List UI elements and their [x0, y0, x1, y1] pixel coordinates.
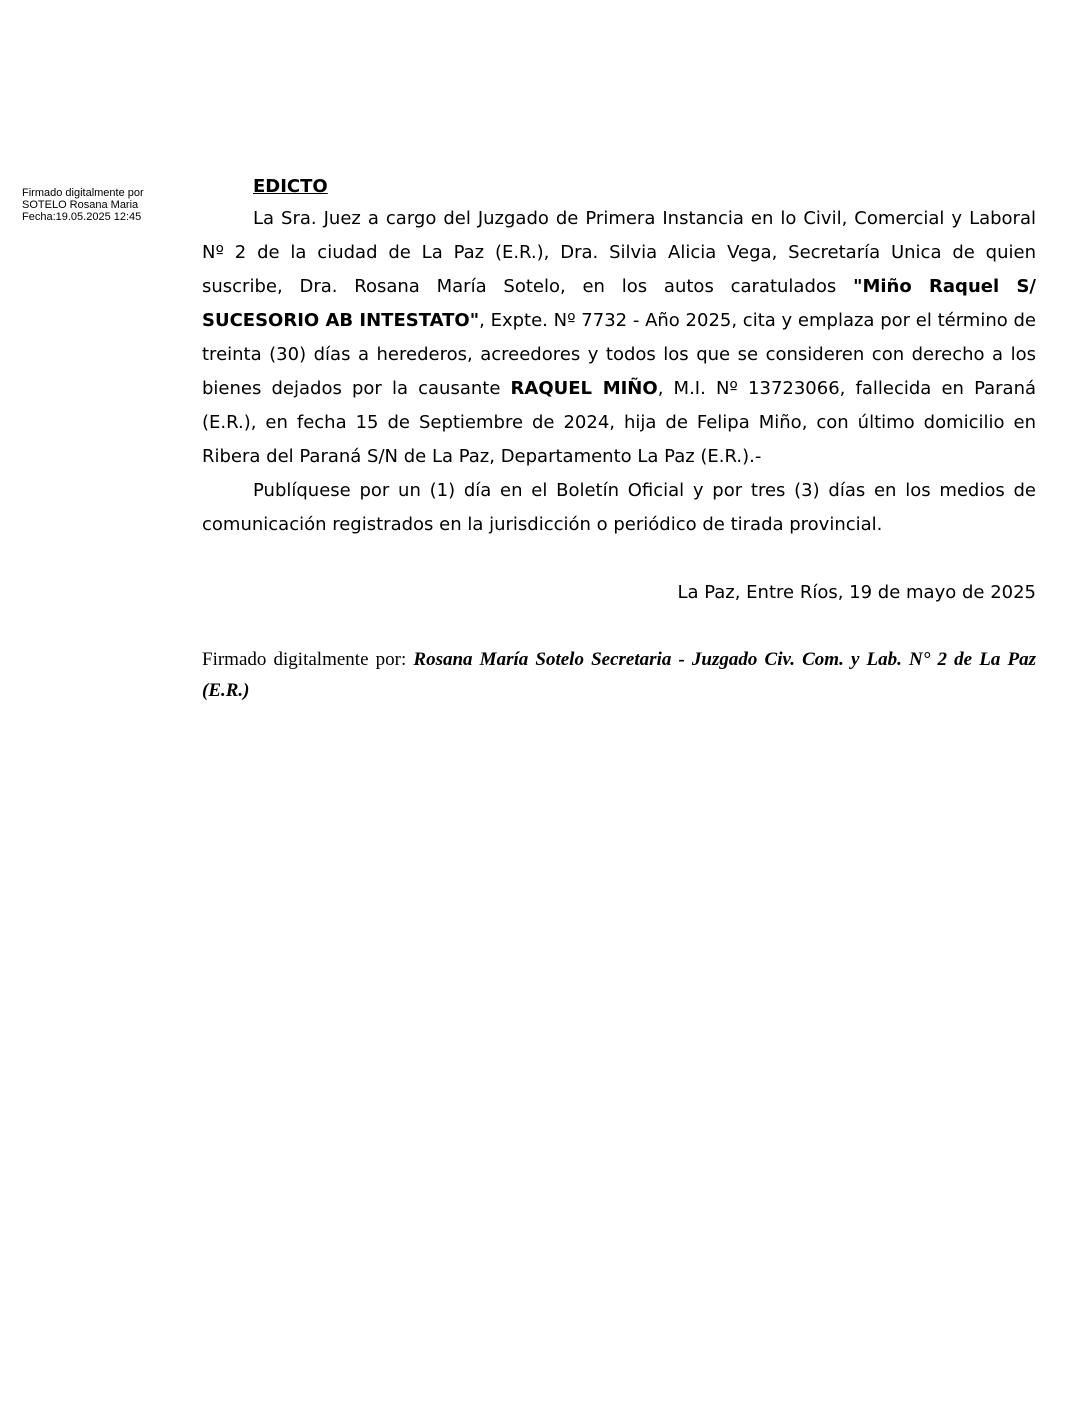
edict-body-paragraph [202, 202, 1036, 474]
footer-signature-prefix: Firmado digitalmente por: [202, 649, 414, 670]
footer-signer-name: Rosana María Sotelo Secretaria - Juzgado Civ. Com. y Lab. N° 2 de La Paz (E.R.) [202, 649, 1036, 701]
body-text-intro: La Sra. Juez a cargo del Juzgado de Primera Instancia en lo Civil, Comercial y Laboral Nº 2 de la ciudad de La Paz (E.R.), Dra. Silvia Alicia Vega, Secretaría Unica de quien suscribe, Dra. Rosana María Sotelo, en los autos caratulados [202, 208, 1036, 297]
publication-paragraph: Publíquese por un (1) día en el Boletín Oficial y por tres (3) días en los medios de comunicación registrados en la jurisdicción o periódico de tirada provincial. [202, 480, 1036, 535]
stamp-line-date: Fecha:19.05.2025 12:45 [22, 211, 142, 223]
digital-signature-stamp [22, 187, 144, 223]
footer-signature [202, 644, 1036, 706]
stamp-line-signed-by: Firmado digitalmente por [22, 187, 144, 199]
deceased-name: RAQUEL MIÑO [510, 378, 658, 399]
case-title: "Miño Raquel S/ SUCESORIO AB INTESTATO" [202, 276, 1037, 331]
body-text-end: , M.I. Nº 13723066, fallecida en Paraná (E.R.), en fecha 15 de Septiembre de 2024, hija de Felipa Miño, con último domicilio en Ribera del Paraná S/N de La Paz, Departamento La Paz (E.R.).- [202, 378, 1037, 467]
document-title: EDICTO [253, 176, 328, 197]
stamp-line-signer: SOTELO Rosana Maria [22, 199, 139, 211]
body-text-middle: , Expte. Nº 7732 - Año 2025, cita y emplaza por el término de treinta (30) días a herederos, acreedores y todos los que se consideren con derecho a los bienes dejados por la causante [202, 310, 1036, 399]
edict-document [202, 172, 1036, 706]
place-and-date: La Paz, Entre Ríos, 19 de mayo de 2025 [677, 582, 1036, 603]
